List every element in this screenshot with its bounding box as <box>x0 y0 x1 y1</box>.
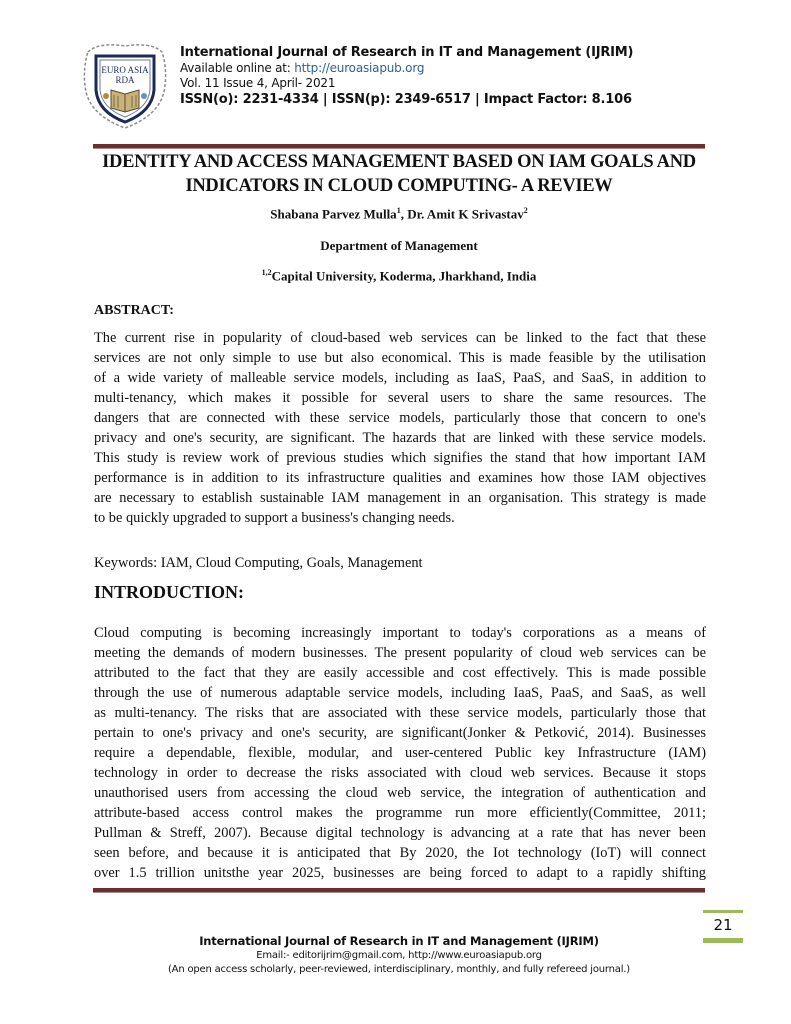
introduction-line: Pullman & Streff, 2007). Because digital technology is advancing at a rate that has never been <box>94 825 706 841</box>
introduction-body <box>94 623 706 883</box>
header-divider <box>93 144 705 148</box>
introduction-line: seen before, and because it is anticipated that By 2020, the Iot technology (IoT) will connect <box>94 845 706 861</box>
affiliation-mark: 1,2 <box>261 268 272 277</box>
introduction-line: through the use of numerous adaptable service models, including IaaS, PaaS, and SaaS, as well <box>94 685 706 701</box>
keywords: Keywords: IAM, Cloud Computing, Goals, Management <box>94 555 423 571</box>
introduction-line: as multi-tenancy. The risks that are associated with these service models, particularly those that <box>94 705 706 721</box>
abstract-line: multi-tenancy, which makes it possible for several users to share the same resources. The <box>94 390 706 406</box>
authors <box>93 206 705 222</box>
abstract-line: This study is review work of previous studies which signifies the stand that how important IAM <box>94 450 706 466</box>
introduction-line: attribute-based access control makes the programme run more efficiently(Committee, 2011; <box>94 805 706 821</box>
introduction-line: technology in order to decrease the risks associated with cloud web services. Because it stops <box>94 765 706 781</box>
author-separator: , <box>400 206 408 222</box>
availability-label: Available online at: <box>180 61 295 75</box>
journal-header <box>180 44 633 108</box>
abstract-line: The current rise in popularity of cloud-based web services can be linked to the fact that these <box>94 330 706 346</box>
author-affiliation-mark: 2 <box>523 206 528 215</box>
footer-description: (An open access scholarly, peer-reviewed, interdisciplinary, monthly, and fully refereed journal.) <box>167 964 630 975</box>
abstract-line: of a wide variety of malleable service models, including as IaaS, PaaS, and SaaS, in addition to <box>94 370 706 386</box>
affiliation-text: Capital University, Koderma, Jharkhand, India <box>271 268 537 284</box>
availability-line <box>180 61 633 76</box>
abstract-line: dangers that are connected with these service models, particularly those that concern to one's <box>94 410 706 426</box>
abstract-line: are necessary to establish sustainable IAM management in an organisation. This strategy is made <box>94 490 706 506</box>
page-number-bar-top <box>703 910 743 913</box>
abstract-line: privacy and one's security, are significant. The hazards that are linked with these service models. <box>94 430 706 446</box>
article-title-line2: INDICATORS IN CLOUD COMPUTING- A REVIEW <box>185 176 613 196</box>
abstract-heading: ABSTRACT: <box>94 303 174 318</box>
article-title <box>93 150 705 198</box>
introduction-line: Cloud computing is becoming increasingly important to today's corporations as a means of <box>94 625 706 641</box>
abstract-line: services are not only simple to use but also economical. This is made feasible by the utilisation <box>94 350 706 366</box>
issn-impact-factor: ISSN(o): 2231-4334 | ISSN(p): 2349-6517 | Impact Factor: 8.106 <box>180 92 632 107</box>
introduction-line: unauthorised users from accessing the cloud web service, the integration of authentication and <box>94 785 706 801</box>
introduction-line: over 1.5 trillion unitsthe year 2025, businesses are being forced to adapt to a rapidly shifting <box>94 865 706 881</box>
footer-contact: Email:- editorijrim@gmail.com, http://www.euroasiapub.org <box>256 950 542 961</box>
footer-divider <box>93 888 705 892</box>
logo-text-line1: EURO ASIA <box>101 65 149 75</box>
euro-asia-rda-crest-icon <box>78 40 172 130</box>
journal-url-link[interactable]: http://euroasiapub.org <box>294 61 425 75</box>
abstract-line: performance is in addition to its infrastructure qualities and examines how those IAM objectives <box>94 470 706 486</box>
volume-issue: Vol. 11 Issue 4, April- 2021 <box>180 76 336 90</box>
introduction-line: pertain to one's privacy and one's security, are significant(Jonker & Petković, 2014). Businesses <box>94 725 706 741</box>
page-number: 21 <box>713 916 733 934</box>
introduction-line: require a dependable, flexible, modular, and user-centered Public key Infrastructure (IAM) <box>94 745 706 761</box>
affiliation <box>93 268 705 284</box>
author-name: Dr. Amit K Srivastav <box>407 206 524 222</box>
footer-journal-title: International Journal of Research in IT and Management (IJRIM) <box>199 934 599 948</box>
journal-logo <box>78 40 172 130</box>
abstract-body <box>94 328 706 528</box>
abstract-line: to be quickly upgraded to support a business's changing needs. <box>94 510 455 526</box>
page-number-block <box>703 910 743 943</box>
introduction-line: meeting the demands of modern businesses. The present popularity of cloud web services can be <box>94 645 706 661</box>
author-name: Shabana Parvez Mulla <box>270 206 397 222</box>
page-number-bar-bottom <box>703 938 743 943</box>
introduction-heading: INTRODUCTION: <box>94 582 245 602</box>
journal-title: International Journal of Research in IT and Management (IJRIM) <box>180 45 634 60</box>
introduction-line: attributed to the fact that they are easily accessible and cost effectively. This is made possible <box>94 665 706 681</box>
journal-footer <box>93 934 705 977</box>
department: Department of Management <box>320 238 478 253</box>
logo-text-line2: RDA <box>115 75 135 85</box>
article-title-line1: IDENTITY AND ACCESS MANAGEMENT BASED ON IAM GOALS AND <box>102 152 696 172</box>
author-affiliation-mark: 1 <box>396 206 401 215</box>
